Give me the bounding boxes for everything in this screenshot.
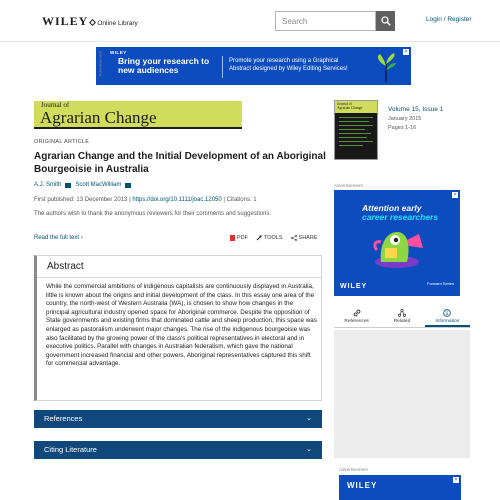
tab-information[interactable] [425, 308, 470, 327]
cover-line [339, 129, 365, 130]
plant-illustration-icon [374, 52, 398, 82]
article-type: ORIGINAL ARTICLE [34, 139, 90, 145]
first-published-label: First published: [34, 197, 75, 203]
abstract-heading: Abstract [47, 261, 84, 272]
references-heading: References [44, 414, 83, 423]
journal-name-prefix: Journal of [41, 101, 70, 109]
close-icon[interactable]: × [404, 49, 408, 55]
doi-link[interactable]: https://doi.org/10.1111/joac.12050 [132, 197, 222, 203]
acknowledgement: The authors wish to thank the anonymous reviewers for their comments and suggestions. [34, 211, 272, 217]
link-icon [353, 309, 361, 317]
site-header [0, 0, 500, 42]
network-icon [398, 309, 406, 317]
search-icon [381, 16, 391, 26]
tools-label: TOOLS [264, 235, 283, 241]
bird-megaphone-illustration-icon [367, 222, 431, 278]
side-panel-tabs [334, 308, 470, 328]
journal-name: Agrarian Change [40, 108, 157, 127]
share-icon [291, 235, 297, 241]
read-full-text-label: Read the full text [34, 235, 80, 241]
advertisement-label: Advertisement [97, 50, 103, 77]
abstract-section [34, 255, 322, 401]
cover-title-name: Agrarian Change [337, 106, 363, 110]
citations-count[interactable]: Citations: 1 [226, 197, 257, 203]
wiley-logo[interactable] [42, 14, 138, 29]
article-title: Agrarian Change and the Initial Development of an Aboriginal Bourgeoisie in Australia [34, 151, 326, 175]
ad-brand: WILEY [347, 481, 378, 490]
bottom-advertisement[interactable] [339, 475, 461, 500]
cover-line [339, 133, 371, 134]
chevron-down-icon: ⌄ [306, 415, 312, 422]
search-input[interactable]: Search [275, 11, 376, 31]
cover-line [339, 125, 373, 126]
tab-label: References [344, 319, 369, 324]
journal-banner[interactable] [34, 101, 242, 129]
cover-title [335, 101, 377, 113]
issue-date: January 2015 [388, 116, 422, 122]
logo-brand: WILEY [42, 14, 89, 28]
info-icon [443, 309, 451, 317]
ad-series: Forward Series [427, 281, 455, 286]
ad-headline: Bring your research to new audiences [118, 56, 210, 75]
logo-diamond-icon [89, 19, 96, 26]
meta-separator: | [223, 197, 227, 203]
ad-headline-line2: career researchers [362, 212, 439, 222]
abstract-text: While the commercial ambitions of indigenous capitalists are continuously displayed in Australia, little is known about the origins and initial development of the class. In this essay one area of the country, the north-west of Western Australia (WA), is chosen to show how changes in the principal agricultural industry opened space for Aboriginal commerce. Despite the opposition of State governments and existing firms that dominated cattle and sheep production, this space was enlarged as pastoralism underwent major changes. The rise of the indigenous bourgeoisie was also facilitated by the growing power of the class's political representatives in electoral and in executive politics. Parallel with changes in Australian federalism, which gave the national government increased financial and other powers, Aboriginal representatives captured this shift for commercial advantage. [46, 283, 317, 368]
pdf-label: PDF [237, 235, 248, 241]
first-published-date: 13 December 2013 [76, 197, 128, 203]
cover-line [339, 117, 373, 118]
side-advertisement[interactable] [334, 190, 460, 296]
email-icon[interactable] [65, 183, 71, 188]
ad-brand: WILEY [340, 283, 368, 290]
pdf-button[interactable] [230, 235, 248, 241]
tab-label: Related [393, 319, 411, 324]
cover-line [339, 141, 373, 142]
information-panel [334, 330, 470, 458]
author-link[interactable]: A.J. Smith [34, 182, 62, 188]
citing-literature-accordion[interactable] [34, 441, 322, 459]
ad-headline [362, 204, 438, 222]
article-tools [230, 235, 318, 241]
abstract-divider [37, 277, 322, 278]
volume-issue-link[interactable]: Volume 15, Issue 1 [388, 106, 444, 113]
top-advertisement[interactable] [96, 47, 411, 85]
cover-line [339, 137, 367, 138]
cover-line [339, 145, 363, 146]
ad-divider [222, 56, 223, 78]
meta-separator: | [129, 197, 133, 203]
references-accordion[interactable] [34, 410, 322, 428]
publication-meta [34, 197, 257, 203]
advertisement-label: Advertisement [339, 467, 368, 472]
advertisement-label: Advertisement [334, 183, 363, 188]
cover-line [339, 121, 369, 122]
cover-title-prefix: Journal of [337, 102, 352, 106]
share-label: SHARE [298, 235, 318, 241]
pdf-icon [230, 235, 235, 241]
tab-references[interactable] [334, 308, 379, 327]
chevron-down-icon: ⌄ [306, 446, 312, 453]
read-full-text-link[interactable] [34, 235, 83, 241]
logo-product: Online Library [97, 20, 138, 27]
author-list [34, 182, 133, 188]
close-icon[interactable]: × [453, 192, 457, 198]
citing-literature-heading: Citing Literature [44, 445, 97, 454]
chevron-right-icon: › [80, 235, 83, 241]
search-button[interactable] [376, 11, 395, 31]
ad-headline-line1: Attention early [362, 203, 422, 213]
close-icon[interactable]: × [454, 477, 458, 483]
author-link[interactable]: Scott MacWilliam [75, 182, 122, 188]
tab-related[interactable] [379, 308, 424, 327]
login-register-link[interactable]: Login / Register [426, 16, 472, 23]
email-icon[interactable] [125, 183, 131, 188]
tools-button[interactable] [256, 235, 283, 241]
issue-pages: Pages 1-16 [388, 125, 417, 131]
share-button[interactable] [291, 235, 318, 241]
tab-label: Information [435, 319, 460, 324]
journal-cover-image[interactable] [334, 100, 378, 160]
ad-brand: WILEY [110, 50, 127, 55]
wrench-icon [256, 235, 262, 241]
ad-body: Promote your research using a Graphical Abstract designed by Wiley Editing Services! [229, 58, 348, 72]
